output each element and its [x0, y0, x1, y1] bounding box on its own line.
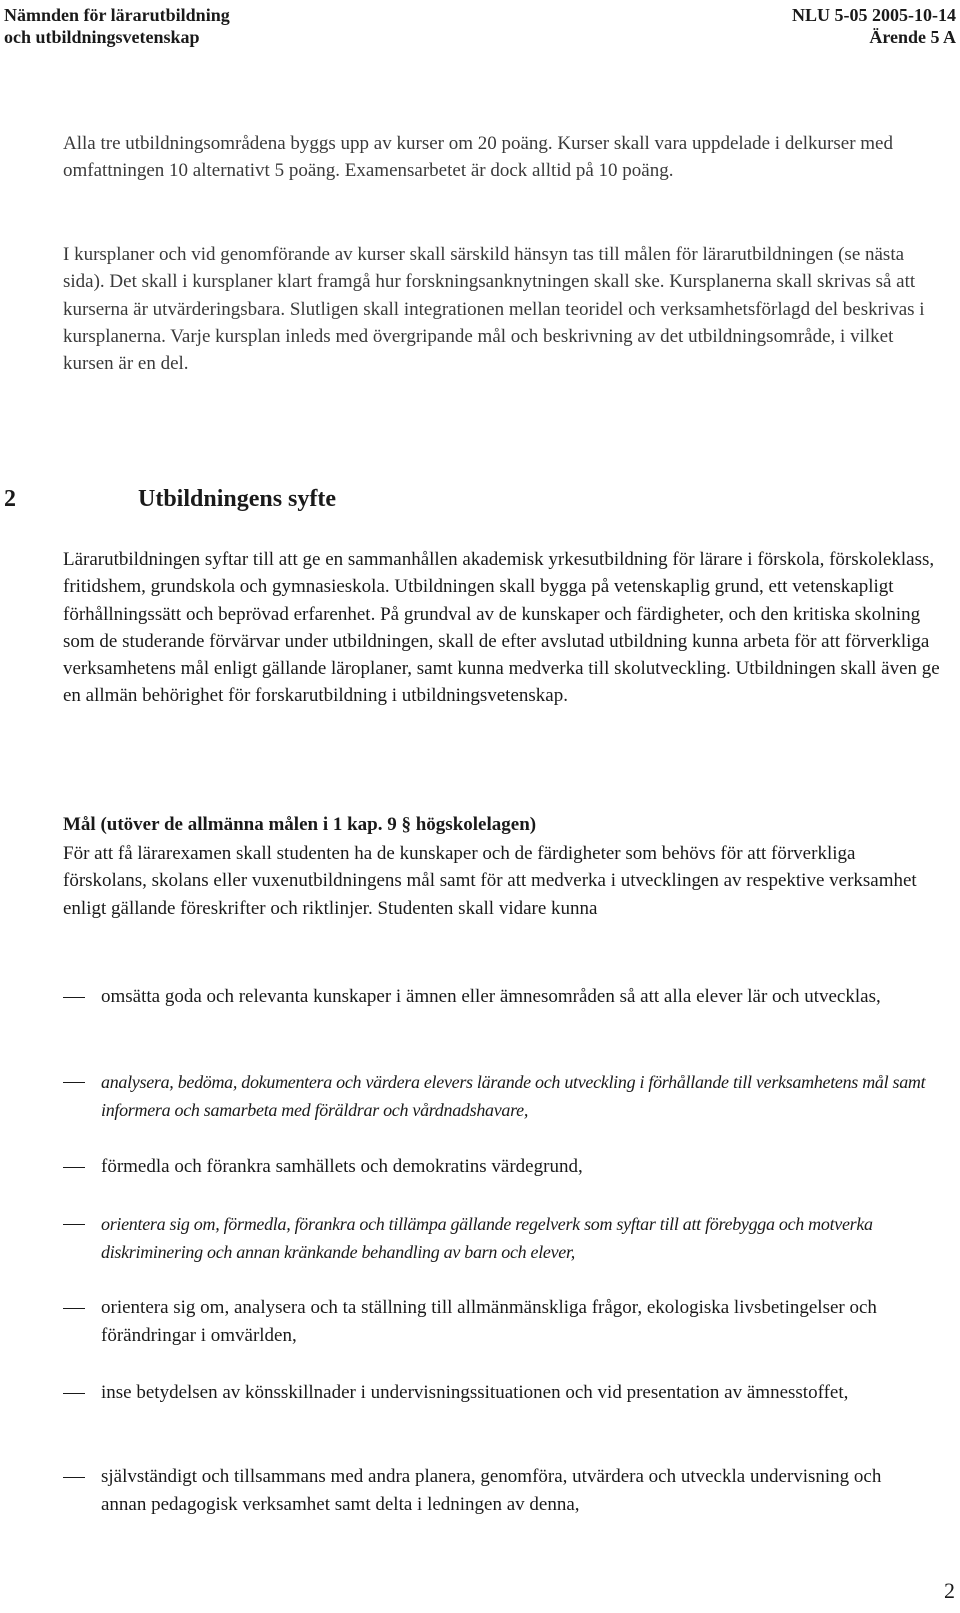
intro-paragraph-1: Alla tre utbildningsområdena byggs upp av kurser om 20 poäng. Kurser skall vara uppdelade i delkurser med omfattningen 10 alternativt 5 poäng. Examensarbetet är dock alltid på 10 poäng.	[63, 133, 893, 182]
dash-bullet-icon	[63, 1393, 85, 1394]
dash-bullet-icon	[63, 1167, 85, 1168]
header-left	[4, 4, 230, 48]
intro-paragraph-2: I kursplaner och vid genomförande av kurser skall särskild hänsyn tas till målen för lärarutbildningen (se nästa sida). Det skall i kursplaner klart framgå hur forskningsanknytningen skall ske. Kursplanerna skall skrivas så att kurserna är utvärderingsbara. Slutligen skall integrationen mellan teoridel och verksamhetsförlagd del beskrivas i kursplanerna. Varje kursplan inleds med övergripande mål och beskrivning av det utbildningsområde, i vilket kursen är en del.	[63, 244, 925, 375]
dash-bullet-icon	[63, 1224, 85, 1225]
header-document-reference: NLU 5-05 2005-10-14	[792, 5, 956, 25]
dash-bullet-icon	[63, 1082, 85, 1083]
list-item-text: orientera sig om, förmedla, förankra och tillämpa gällande regelverk som syftar till att förebygga och motverka diskriminering och annan kränkande behandling av barn och elever,	[101, 1214, 873, 1262]
list-item-text: förmedla och förankra samhällets och demokratins värdegrund,	[101, 1156, 583, 1177]
list-item-text: inse betydelsen av könsskillnader i undervisningssituationen och vid presentation av ämnesstoffet,	[101, 1382, 849, 1403]
list-item-text: analysera, bedöma, dokumentera och värdera elevers lärande och utveckling i förhållande till verksamhetens mål samt informera och samarbeta med föräldrar och vårdnadshavare,	[101, 1072, 926, 1120]
page-header	[4, 4, 956, 48]
header-agenda-item: Ärende 5 A	[869, 27, 956, 47]
section-body-paragraph: Lärarutbildningen syftar till att ge en sammanhållen akademisk yrkesutbildning för lärare i förskola, förskoleklass, fritidshem, grundskola och gymnasieskola. Utbildningen skall bygga på vetenskaplig grund, ett vetenskapligt förhållningssätt och beprövad erfarenhet. På grundval av de kunskaper och färdigheter, och den kritiska skolning som de studerande förvärvar under utbildningen, skall de efter avslutad utbildning kunna arbeta för att förverkliga verksamhetens mål enligt gällande läroplaner, samt kunna medverka till skolutveckling. Utbildningen skall även ge en allmän behörighet för forskarutbildning i utbildningsvetenskap.	[63, 549, 940, 707]
page-number: 2	[944, 1578, 955, 1603]
header-organization-line2: och utbildningsvetenskap	[4, 27, 200, 47]
section-number: 2	[4, 486, 16, 512]
list-item-text: omsätta goda och relevanta kunskaper i ämnen eller ämnesområden så att alla elever lär och utvecklas,	[101, 986, 881, 1007]
dash-bullet-icon	[63, 997, 85, 998]
list-item-text: självständigt och tillsammans med andra planera, genomföra, utvärdera och utveckla undervisning och annan pedagogisk verksamhet samt delta i ledningen av denna,	[101, 1466, 882, 1515]
dash-bullet-icon	[63, 1477, 85, 1478]
goals-intro-paragraph: För att få lärarexamen skall studenten ha de kunskaper och de färdigheter som behövs för att förverkliga förskolans, skolans eller vuxenutbildningens mål samt för att medverka i utvecklingen av respektive verksamhet enligt gällande föreskrifter och riktlinjer. Studenten skall vidare kunna	[63, 843, 917, 919]
list-item-text: orientera sig om, analysera och ta ställning till allmänmänskliga frågor, ekologiska livsbetingelser och förändringar i omvärlden,	[101, 1297, 877, 1346]
dash-bullet-icon	[63, 1308, 85, 1309]
goals-heading: Mål (utöver de allmänna målen i 1 kap. 9 § högskolelagen)	[63, 814, 537, 835]
section-title: Utbildningens syfte	[138, 486, 337, 512]
header-organization-line1: Nämnden för lärarutbildning	[4, 5, 230, 25]
header-right	[792, 4, 956, 48]
